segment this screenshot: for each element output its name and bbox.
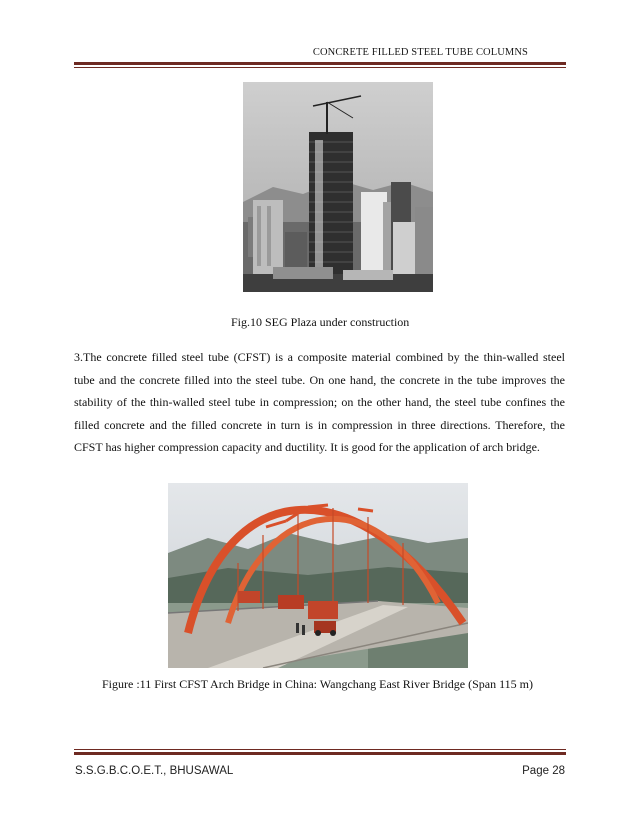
running-header: CONCRETE FILLED STEEL TUBE COLUMNS xyxy=(312,47,528,58)
figure1-caption: Fig.10 SEG Plaza under construction xyxy=(231,315,410,329)
footer-rule-thick xyxy=(74,752,566,755)
page-number: Page 28 xyxy=(522,765,565,777)
footer-rule-thin xyxy=(74,749,566,750)
figure2-caption: Figure :11 First CFST Arch Bridge in China: Wangchang East River Bridge (Span 115 m) xyxy=(102,677,533,691)
header-rule-thin xyxy=(74,67,566,68)
seg-plaza-photo xyxy=(243,82,433,292)
header-rule-thick xyxy=(74,62,566,65)
arch-bridge-photo xyxy=(168,483,468,668)
footer-institution: S.S.G.B.C.O.E.T., BHUSAWAL xyxy=(75,765,234,777)
body-paragraph: 3.The concrete filled steel tube (CFST) is a composite material combined by the thin-walled steel tube and the concrete filled into the steel tube. On one hand, the concrete in the tube improves the stability of the thin-walled steel tube in compression; on the other hand, the steel tube confines the filled concrete and the filled concrete in turn is in compression in three directions. Therefore, the CFST has higher compression capacity and ductility. It is good for the application of arch bridge. xyxy=(74,350,565,455)
